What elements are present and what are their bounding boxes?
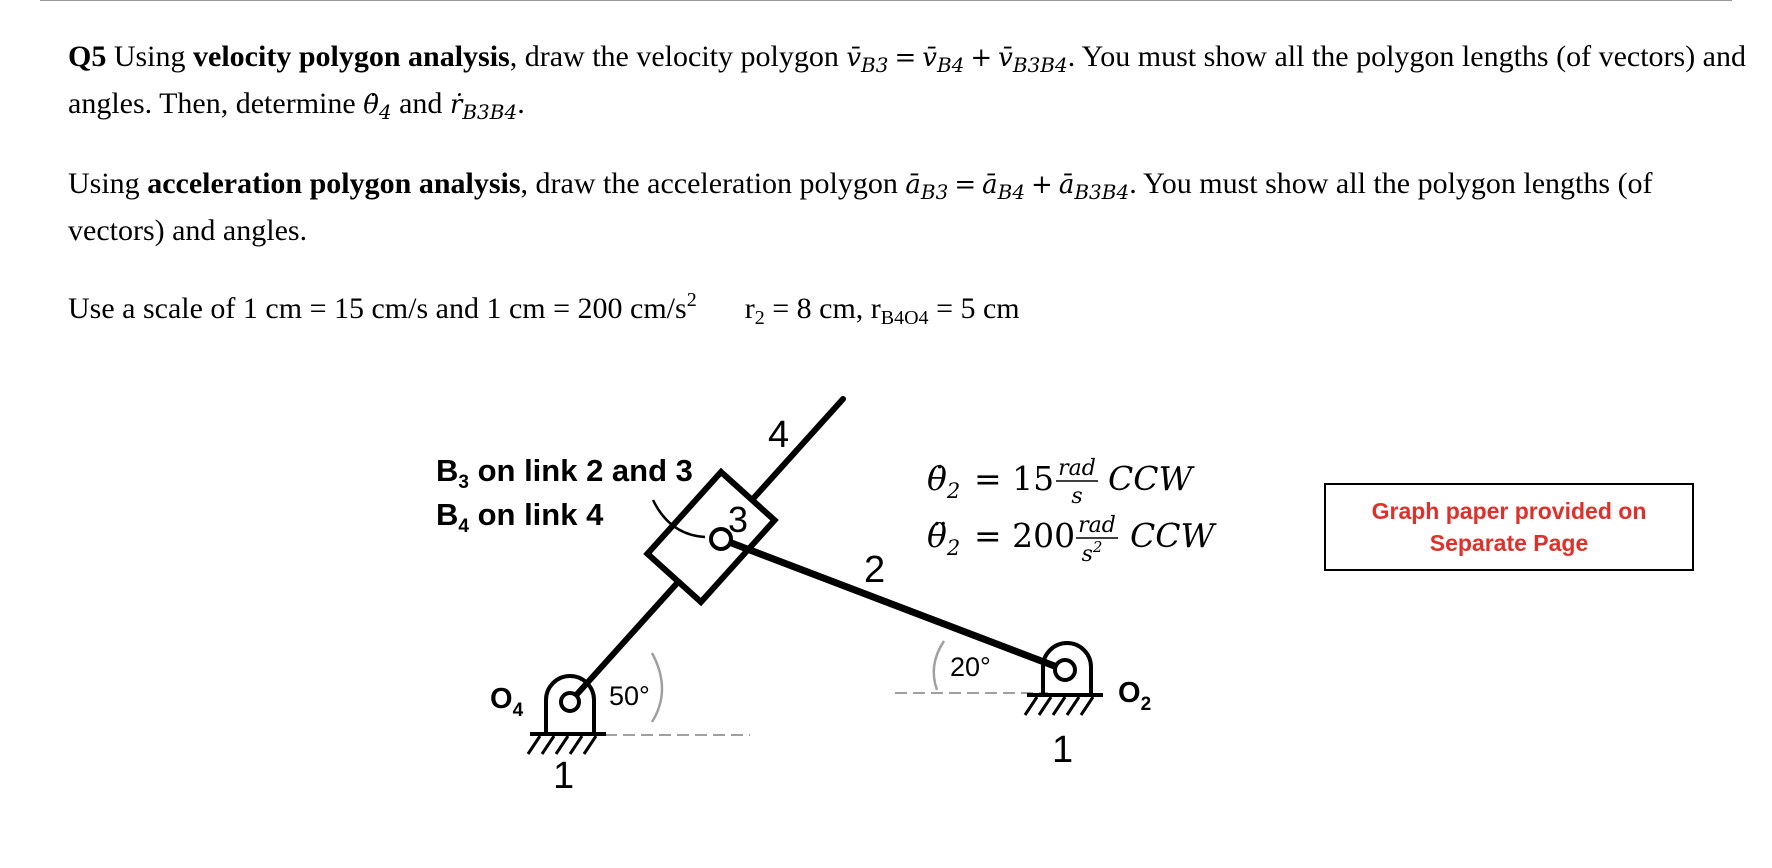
r-dot-b3b4: $ṙ_{B3B4}$ bbox=[449, 90, 518, 124]
p2-text-2: , draw the acceleration polygon bbox=[520, 167, 906, 200]
scale-sup: 2 bbox=[686, 289, 697, 311]
omega2-fraction-denominator: s bbox=[1071, 484, 1083, 509]
label-angle-50: 50° bbox=[609, 681, 650, 711]
alpha2-equals: = 200 bbox=[974, 516, 1076, 555]
theta4-dot: $\thetȧ_4$ bbox=[363, 90, 392, 124]
label-ground-right: 1 bbox=[1052, 729, 1074, 771]
label-angle-20: 20° bbox=[950, 652, 991, 682]
label-link-2: 2 bbox=[864, 549, 886, 591]
vel-eq-equals: = bbox=[894, 43, 917, 73]
graph-paper-note bbox=[1324, 483, 1694, 571]
o2-pin bbox=[1055, 660, 1075, 680]
r2-value: = 8 cm, r bbox=[764, 292, 881, 325]
label-b4: $B_4$ on link 4 bbox=[436, 497, 604, 537]
omega2-direction: CCW bbox=[1108, 459, 1193, 498]
scale-text: Use a scale of 1 cm = 15 cm/s and 1 cm = 200 cm/s bbox=[68, 292, 687, 325]
p1-text-4: and bbox=[391, 87, 450, 120]
omega2-equals: = 15 bbox=[974, 459, 1055, 498]
acc-eq-a-b3: $ā_{B3}$ bbox=[905, 170, 949, 204]
rb4o4-sub: B4O4 bbox=[880, 307, 929, 329]
label-b3: $B_3$ on link 2 and 3 bbox=[436, 453, 693, 493]
p1-bold-velocity: velocity polygon analysis bbox=[193, 40, 510, 73]
label-ground-left: 1 bbox=[553, 755, 575, 797]
alpha2-fraction-denominator: $s^2$ bbox=[1081, 538, 1103, 567]
o4-ground-hatch bbox=[528, 736, 596, 754]
r2-sub: 2 bbox=[754, 307, 765, 329]
vel-eq-v-b4: $v̄_{B4}$ bbox=[922, 43, 965, 77]
p2-text-1: Using bbox=[68, 167, 148, 200]
acc-eq-equals: = bbox=[954, 170, 977, 200]
alpha2-direction: CCW bbox=[1130, 516, 1215, 555]
o4-pin bbox=[561, 693, 579, 711]
p2-text-3: . You must show all the polygon lengths (of vectors) and angles. bbox=[68, 167, 1653, 247]
acc-eq-a-b4: $ā_{B4}$ bbox=[982, 170, 1026, 204]
rb4o4-value: = 5 cm bbox=[928, 292, 1020, 325]
p2-bold-acceleration: acceleration polygon analysis bbox=[147, 167, 521, 200]
angle-arc-20 bbox=[934, 641, 944, 690]
omega2-fraction-numerator: rad bbox=[1058, 456, 1096, 481]
note-line-2: Separate Page bbox=[1429, 530, 1589, 556]
angle-arc-50 bbox=[652, 653, 662, 722]
acc-eq-a-b3b4: $ā_{B3B4}$ bbox=[1058, 170, 1130, 204]
p1-text-1: Using bbox=[106, 40, 194, 73]
r2-text: r bbox=[744, 292, 755, 325]
vel-eq-plus: + bbox=[970, 43, 993, 73]
link-2 bbox=[721, 539, 1065, 670]
p1-text-2: , draw the velocity polygon bbox=[509, 40, 847, 73]
label-link-3: 3 bbox=[728, 499, 749, 540]
omega2-lhs: $\thetȧ_2$ bbox=[927, 459, 961, 503]
p1-text-5: . bbox=[517, 87, 525, 120]
label-link-4: 4 bbox=[768, 414, 790, 456]
alpha2-fraction-numerator: rad bbox=[1078, 513, 1116, 538]
p1-text-3: . You must show all the polygon lengths (of vectors) and angles. Then, determine bbox=[68, 40, 1746, 120]
vel-eq-v-b3b4: $v̄_{B3B4}$ bbox=[998, 43, 1068, 77]
alpha2-lhs: $\thetä_2$ bbox=[927, 516, 961, 560]
acc-eq-plus: + bbox=[1031, 170, 1053, 200]
vel-eq-v-b3: $v̄_{B3}$ bbox=[846, 43, 889, 77]
label-o4: $O_4$ bbox=[490, 683, 524, 721]
label-o2: $O_2$ bbox=[1118, 677, 1152, 715]
note-line-1: Graph paper provided on bbox=[1371, 498, 1647, 524]
question-label: Q5 bbox=[68, 40, 107, 73]
o2-ground-hatch bbox=[1025, 697, 1093, 715]
